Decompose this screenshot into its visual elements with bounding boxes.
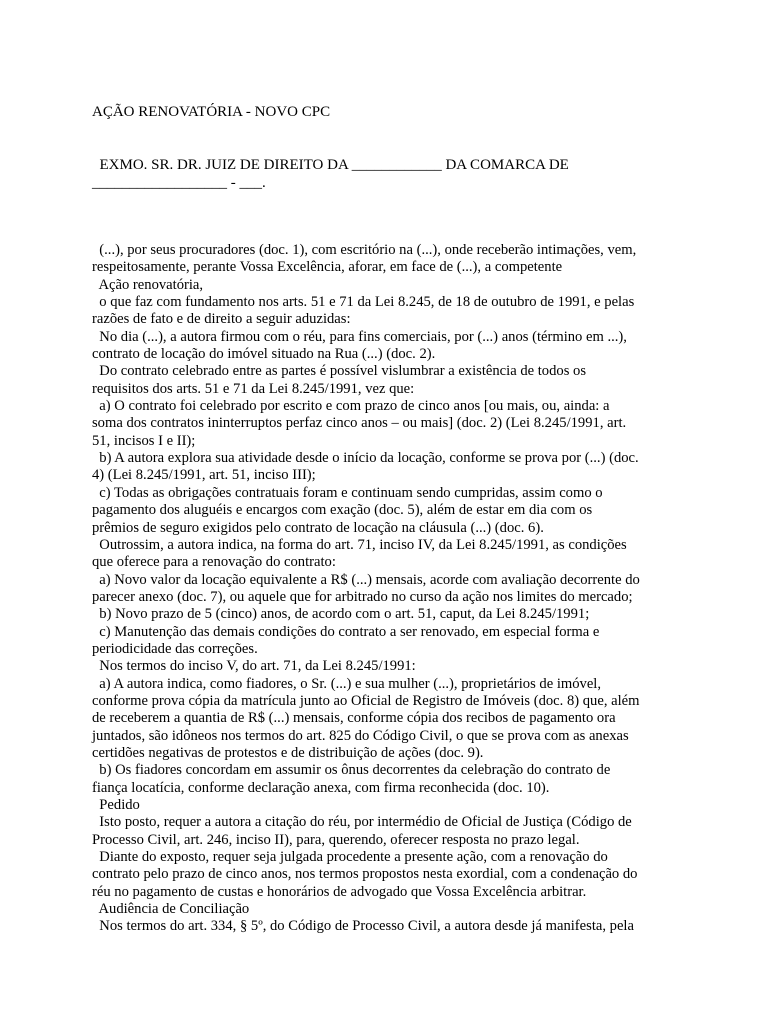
- body-text-line: Audiência de Conciliação: [92, 901, 250, 918]
- body-text-line: prêmios de seguro exigidos pelo contrato de locação na cláusula (...) (doc. 6).: [92, 519, 544, 536]
- body-text-line: 51, incisos I e II);: [92, 432, 196, 449]
- body-text-line: respeitosamente, perante Vossa Excelência, aforar, em face de (...), a competente: [92, 259, 563, 276]
- addressee-line: EXMO. SR. DR. JUIZ DE DIREITO DA ____________ DA COMARCA DE: [92, 157, 569, 173]
- body-text-line: Pedido: [92, 797, 140, 813]
- body-text-line: pagamento dos aluguéis e encargos com exação (doc. 5), além de estar em dia com os: [92, 502, 593, 519]
- body-text-line: Isto posto, requer a autora a citação do réu, por intermédio de Oficial de Justiça (Código de: [92, 814, 632, 831]
- body-text-line: Nos termos do inciso V, do art. 71, da Lei 8.245/1991:: [92, 658, 416, 675]
- body-text-line: 4) (Lei 8.245/1991, art. 51, inciso III);: [92, 467, 316, 484]
- body-text-line: de receberem a quantia de R$ (...) mensais, conforme cópia dos recibos de pagamento ora: [92, 710, 616, 727]
- document-title: AÇÃO RENOVATÓRIA - NOVO CPC: [92, 104, 331, 120]
- body-text-line: No dia (...), a autora firmou com o réu, para fins comerciais, por (...) anos (término em ...),: [92, 328, 627, 345]
- body-text-line: fiança locatícia, conforme declaração anexa, com firma reconhecida (doc. 10).: [92, 779, 550, 796]
- body-text-line: contrato de locação do imóvel situado na Rua (...) (doc. 2).: [92, 346, 436, 363]
- body-text-line: contrato pelo prazo de cinco anos, nos termos propostos nesta exordial, com a condenação do: [92, 866, 638, 883]
- body-text-line: réu no pagamento de custas e honorários de advogado que Vossa Excelência arbitrar.: [92, 883, 587, 900]
- body-text-line: b) Os fiadores concordam em assumir os ônus decorrentes da celebração do contrato de: [92, 762, 611, 779]
- body-text-line: certidões negativas de protestos e de distribuição de ações (doc. 9).: [92, 744, 484, 761]
- addressee-block: [92, 156, 682, 192]
- body-text-line: que oferece para a renovação do contrato:: [92, 554, 336, 571]
- body-text-line: razões de fato e de direito a seguir aduzidas:: [92, 311, 351, 328]
- body-text-line: a) O contrato foi celebrado por escrito e com prazo de cinco anos [ou mais, ou, ainda: a: [92, 398, 610, 415]
- body-text-line: c) Manutenção das demais condições do contrato a ser renovado, em especial forma e: [92, 623, 600, 640]
- body-text-line: juntados, são idôneos nos termos do art. 825 do Código Civil, o que se prova com as anexas: [92, 727, 629, 744]
- body-text-line: Processo Civil, art. 246, inciso II), para, querendo, oferecer resposta no prazo legal.: [92, 831, 580, 848]
- body-text-line: a) Novo valor da locação equivalente a R$ (...) mensais, acorde com avaliação decorrente do: [92, 571, 640, 588]
- body-text-line: b) Novo prazo de 5 (cinco) anos, de acordo com o art. 51, caput, da Lei 8.245/1991;: [92, 606, 590, 623]
- body-text-line: o que faz com fundamento nos arts. 51 e 71 da Lei 8.245, de 18 de outubro de 1991, e pelas: [92, 294, 635, 311]
- body-text-line: conforme prova cópia da matrícula junto ao Oficial de Registro de Imóveis (doc. 8) que, além: [92, 692, 640, 709]
- body-text-line: Nos termos do art. 334, § 5º, do Código de Processo Civil, a autora desde já manifesta, pela: [92, 918, 634, 935]
- body-text-line: periodicidade das correções.: [92, 640, 258, 657]
- body-text-line: b) A autora explora sua atividade desde o início da locação, conforme se prova por (...) (doc.: [92, 450, 639, 467]
- body-text-line: Ação renovatória,: [92, 276, 204, 293]
- body-text-line: parecer anexo (doc. 7), ou aquele que for arbitrado no curso da ação nos limites do mercado;: [92, 588, 633, 605]
- body-text-line: a) A autora indica, como fiadores, o Sr. (...) e sua mulher (...), proprietários de imóvel,: [92, 675, 602, 692]
- addressee-line: __________________ - ___.: [92, 175, 266, 191]
- body-text-line: soma dos contratos ininterruptos perfaz cinco anos – ou mais] (doc. 2) (Lei 8.245/1991, art.: [92, 415, 627, 432]
- body-text-line: Outrossim, a autora indica, na forma do art. 71, inciso IV, da Lei 8.245/1991, as condições: [92, 536, 627, 553]
- document-body: [92, 242, 682, 936]
- body-text-line: Diante do exposto, requer seja julgada procedente a presente ação, com a renovação do: [92, 849, 608, 866]
- body-text-line: Do contrato celebrado entre as partes é possível vislumbrar a existência de todos os: [92, 363, 586, 380]
- body-text-line: c) Todas as obrigações contratuais foram e continuam sendo cumpridas, assim como o: [92, 484, 603, 501]
- body-text-line: (...), por seus procuradores (doc. 1), com escritório na (...), onde receberão intimações, vem,: [92, 242, 637, 258]
- body-text-line: requisitos dos arts. 51 e 71 da Lei 8.245/1991, vez que:: [92, 380, 415, 397]
